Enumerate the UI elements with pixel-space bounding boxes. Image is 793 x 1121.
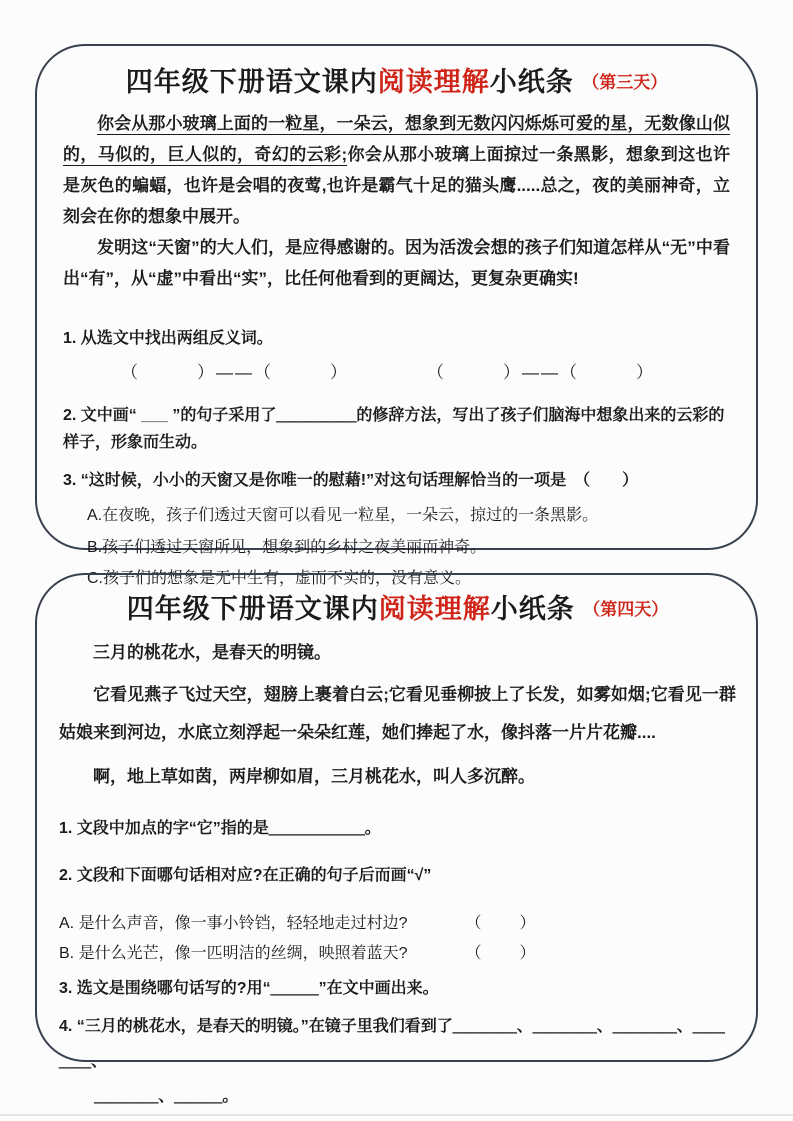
title-prefix: 四年级下册语文课内: [126, 594, 379, 624]
card-title-day4: [59, 587, 736, 626]
question-4-number: 4.: [59, 1018, 73, 1035]
card-title-day3: [63, 60, 730, 99]
title-suffix: 小纸条: [489, 67, 574, 97]
question-1-number: 1.: [59, 820, 73, 837]
worksheet-card-day3: [35, 44, 758, 587]
question-1-day3: [63, 326, 730, 386]
passage-paragraph-2: 发明这“天窗”的大人们，是应得感谢的。因为活泼会想的孩子们知道怎样从“无”中看出“有”，从“虚”中看出“实”，比任何他看到的更阔达，更复杂更确实!: [63, 238, 730, 288]
title-day-badge: （第四天）: [583, 600, 669, 619]
question-2-day3: [63, 402, 730, 456]
question-4-day4: [59, 1009, 736, 1114]
option-a-row: [59, 910, 736, 933]
underlined-sentence: 你会从那小玻璃上面的一粒星，一朵云，想象到无数闪闪烁烁可爱的星，无数像山似的，马似的，巨人似的，奇幻的云彩;: [63, 114, 730, 164]
next-card-top-edge: [0, 1114, 793, 1116]
question-3-number: 3.: [59, 980, 73, 997]
question-2-text: 文中画“ ___ ”的句子采用了＿＿＿＿＿的修辞方法，写出了孩子们脑海中想象出来的云彩的样子，形象而生动。: [63, 407, 725, 451]
question-2-number: 2.: [63, 407, 77, 424]
worksheet-card-day4: [35, 573, 758, 1105]
option-a: A.在夜晚，孩子们透过天窗可以看见一粒星，一朵云，掠过的一条黑影。: [87, 507, 599, 524]
option-b-row: [59, 940, 736, 963]
passage-paragraph-1: 三月的桃花水，是春天的明镜。: [93, 643, 331, 662]
option-a-answer-bracket: （ ）: [465, 915, 538, 932]
title-highlight: 阅读理解: [378, 594, 491, 624]
question-2-number: 2.: [59, 867, 73, 884]
question-3-text: 选文是围绕哪句话写的?用“＿＿＿”在文中画出来。: [76, 980, 439, 997]
question-1-number: 1.: [63, 330, 77, 347]
option-b-text: B. 是什么光芒，像一匹明洁的丝绸，映照着蓝天?: [59, 945, 408, 962]
passage-paragraph-1-rest: 你会从那小玻璃上面掠过一条黑影，想象到这也许是灰色的蝙蝠，也许是会唱的夜莺,也许是霸气十足的猫头鹰.....总之，夜的美丽神奇，立刻会在你的想象中展开。: [63, 145, 730, 226]
option-c: C.孩子们的想象是无中生有，虚而不实的，没有意义。: [87, 570, 472, 587]
question-4-text-line2: ＿＿＿＿、＿＿＿。: [94, 1088, 239, 1105]
question-1-text: 从选文中找出两组反义词。: [80, 330, 273, 347]
title-day-badge: （第三天）: [582, 73, 668, 92]
question-3-number: 3.: [63, 472, 77, 489]
antonym-answer-blanks: （ ）——（ ） （ ）——（ ）: [121, 363, 655, 382]
question-4-text-line1: “三月的桃花水，是春天的明镜。”在镜子里我们看到了＿＿＿＿、＿＿＿＿、＿＿＿＿、＿＿＿＿、: [59, 1018, 725, 1070]
title-prefix: 四年级下册语文课内: [125, 67, 378, 97]
option-a-text: A. 是什么声音，像一事小铃铛，轻轻地走过村边?: [59, 915, 408, 932]
passage-paragraph-1: [63, 108, 730, 232]
passage-paragraph-2: 它看见燕子飞过天空，翅膀上裹着白云;它看见垂柳披上了长发，如雾如烟;它看见一群姑娘来到河边，水底立刻浮起一朵朵红莲，她们捧起了水，像抖落一片片花瓣....: [59, 685, 736, 742]
question-3-text: “这时候，小小的天窗又是你唯一的慰藉!”对这句话理解恰当的一项是 （ ）: [80, 472, 639, 489]
question-1-text: 文段中加点的字“它”指的是＿＿＿＿＿＿。: [76, 820, 381, 837]
question-1-day4: [59, 816, 736, 842]
passage-paragraph-3: 啊，地上草如茵，两岸柳如眉，三月桃花水，叫人多沉醉。: [93, 767, 535, 786]
question-3-day4: [59, 976, 736, 1002]
reading-passage-day4: [59, 640, 736, 790]
question-2-text: 文段和下面哪句话相对应?在正确的句子后而画“√”: [76, 867, 432, 884]
reading-passage-day3: [63, 108, 730, 294]
title-suffix: 小纸条: [490, 594, 575, 624]
question-2-day4: [59, 863, 736, 889]
option-b: B.孩子们透过天窗所见，想象到的乡村之夜美丽而神奇。: [87, 538, 487, 556]
title-highlight: 阅读理解: [377, 67, 490, 97]
option-b-answer-bracket: （ ）: [465, 945, 538, 962]
